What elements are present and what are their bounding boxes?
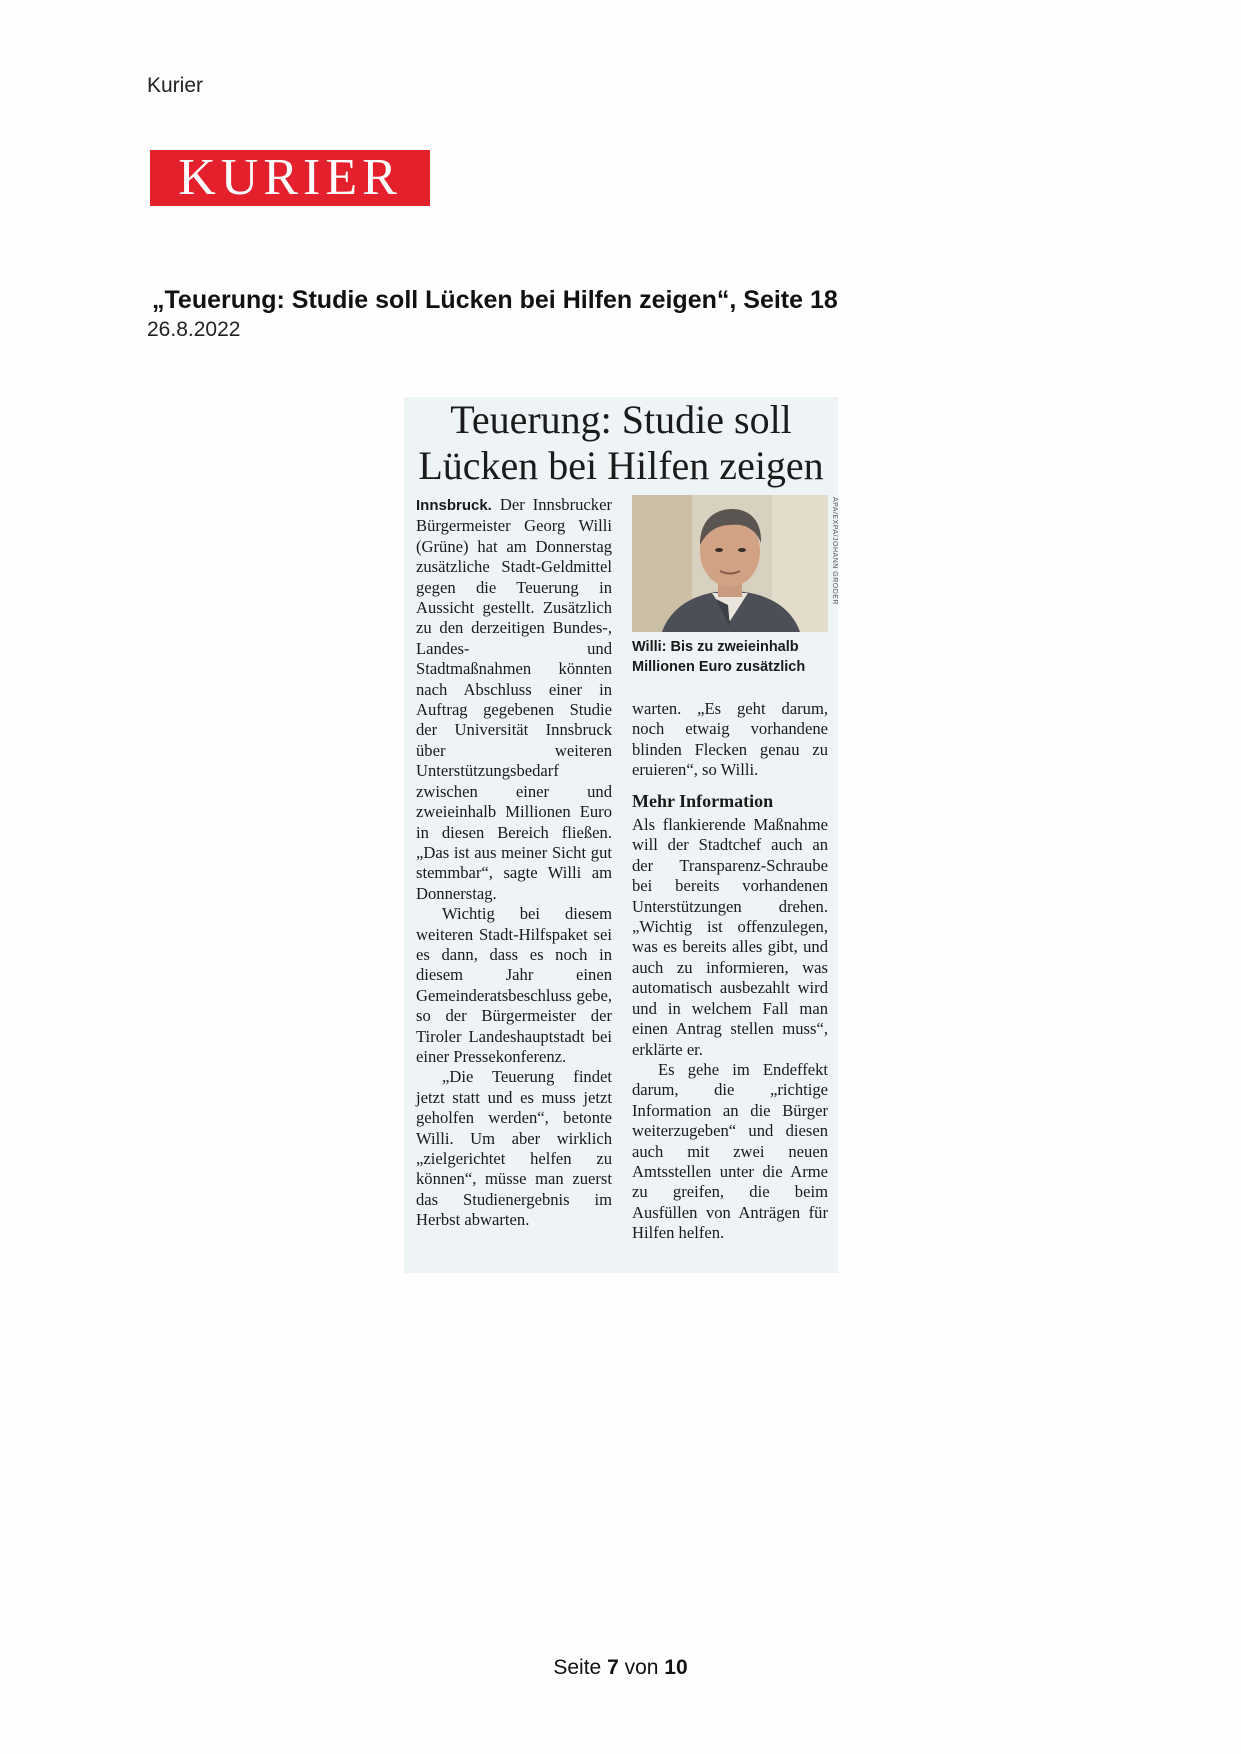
paragraph-4: warten. „Es geht darum, noch etwaig vorhandene blinden Flecken genau zu eruieren“, so Willi. [632, 699, 828, 780]
newspaper-clipping [404, 397, 838, 1273]
article-headline: „Teuerung: Studie soll Lücken bei Hilfen zeigen“, Seite 18 [152, 286, 838, 314]
paragraph-5: Als flankierende Maßnahme will der Stadtchef auch an der Transparenz-Schraube bei bereits vorhandenen Unterstützungen drehen. „Wichtig ist offenzulegen, was es bereits alles gibt, und auch zu informieren, was automatisch ausbezahlt wird und in welchem Fall man einen Antrag stellen muss“, erklärte er. [632, 815, 828, 1059]
total-pages: 10 [664, 1656, 688, 1679]
article-column-left [416, 495, 612, 1231]
footer-separator: von [624, 1656, 659, 1679]
clipping-title [404, 397, 838, 489]
paragraph-3: „Die Teuerung findet jetzt statt und es muss jetzt geholfen werden“, betonte Willi. Um aber wirklich „zielgerichtet helfen zu können“, müsse man zuerst das Studienergebnis im Herbst abwarten. [416, 1067, 612, 1230]
source-label: Kurier [147, 74, 204, 97]
portrait-illustration [632, 495, 828, 632]
footer-prefix: Seite [553, 1656, 602, 1679]
photo-caption: Willi: Bis zu zweieinhalb Millionen Euro zusätzlich [632, 639, 806, 675]
paragraph-2: Wichtig bei diesem weiteren Stadt-Hilfspaket sei es dann, dass es noch in diesem Jahr einen Gemeinderatsbeschluss gebe, so der Bürgermeister der Tiroler Landeshauptstadt bei einer Pressekonferenz. [416, 904, 612, 1066]
dateline: Innsbruck. [416, 497, 492, 514]
current-page: 7 [607, 1656, 619, 1679]
paragraph-6: Es gehe im Endeffekt darum, die „richtige Information an die Bürger weiterzugeben“ und diesen auch mit zwei neuen Amtsstellen unter die Arme zu greifen, die beim Ausfüllen von Anträgen für Hilfen helfen. [632, 1059, 828, 1243]
paragraph-1: Der Innsbrucker Bürgermeister Georg Willi (Grüne) hat am Donnerstag zusätzliche Stadt-Geldmittel gegen die Teuerung in Aussicht gestellt. Zusätzlich zu den derzeitigen Bundes-, Landes- und Stadtmaßnahmen könnten nach Abschluss einer in Auftrag gegebenen Studie der Universität Innsbruck über weiteren Unterstützungsbedarf zwischen einer und zweieinhalb Millionen Euro in diesen Bereich fließen. „Das ist aus meiner Sicht gut stemmbar“, sagte Willi am Donnerstag. [416, 495, 612, 903]
portrait-photo [632, 495, 828, 632]
clipping-title-line-1: Teuerung: Studie soll [450, 397, 792, 442]
kurier-logo: KURIER [150, 150, 430, 206]
page-footer [0, 1656, 1241, 1680]
subheading: Mehr Information [632, 790, 774, 811]
article-column-right [632, 699, 828, 1244]
photo-credit: APA/EXPA/JOHANN GRODER [831, 497, 838, 605]
clipping-title-line-2: Lücken bei Hilfen zeigen [418, 443, 824, 488]
article-date: 26.8.2022 [147, 318, 241, 341]
